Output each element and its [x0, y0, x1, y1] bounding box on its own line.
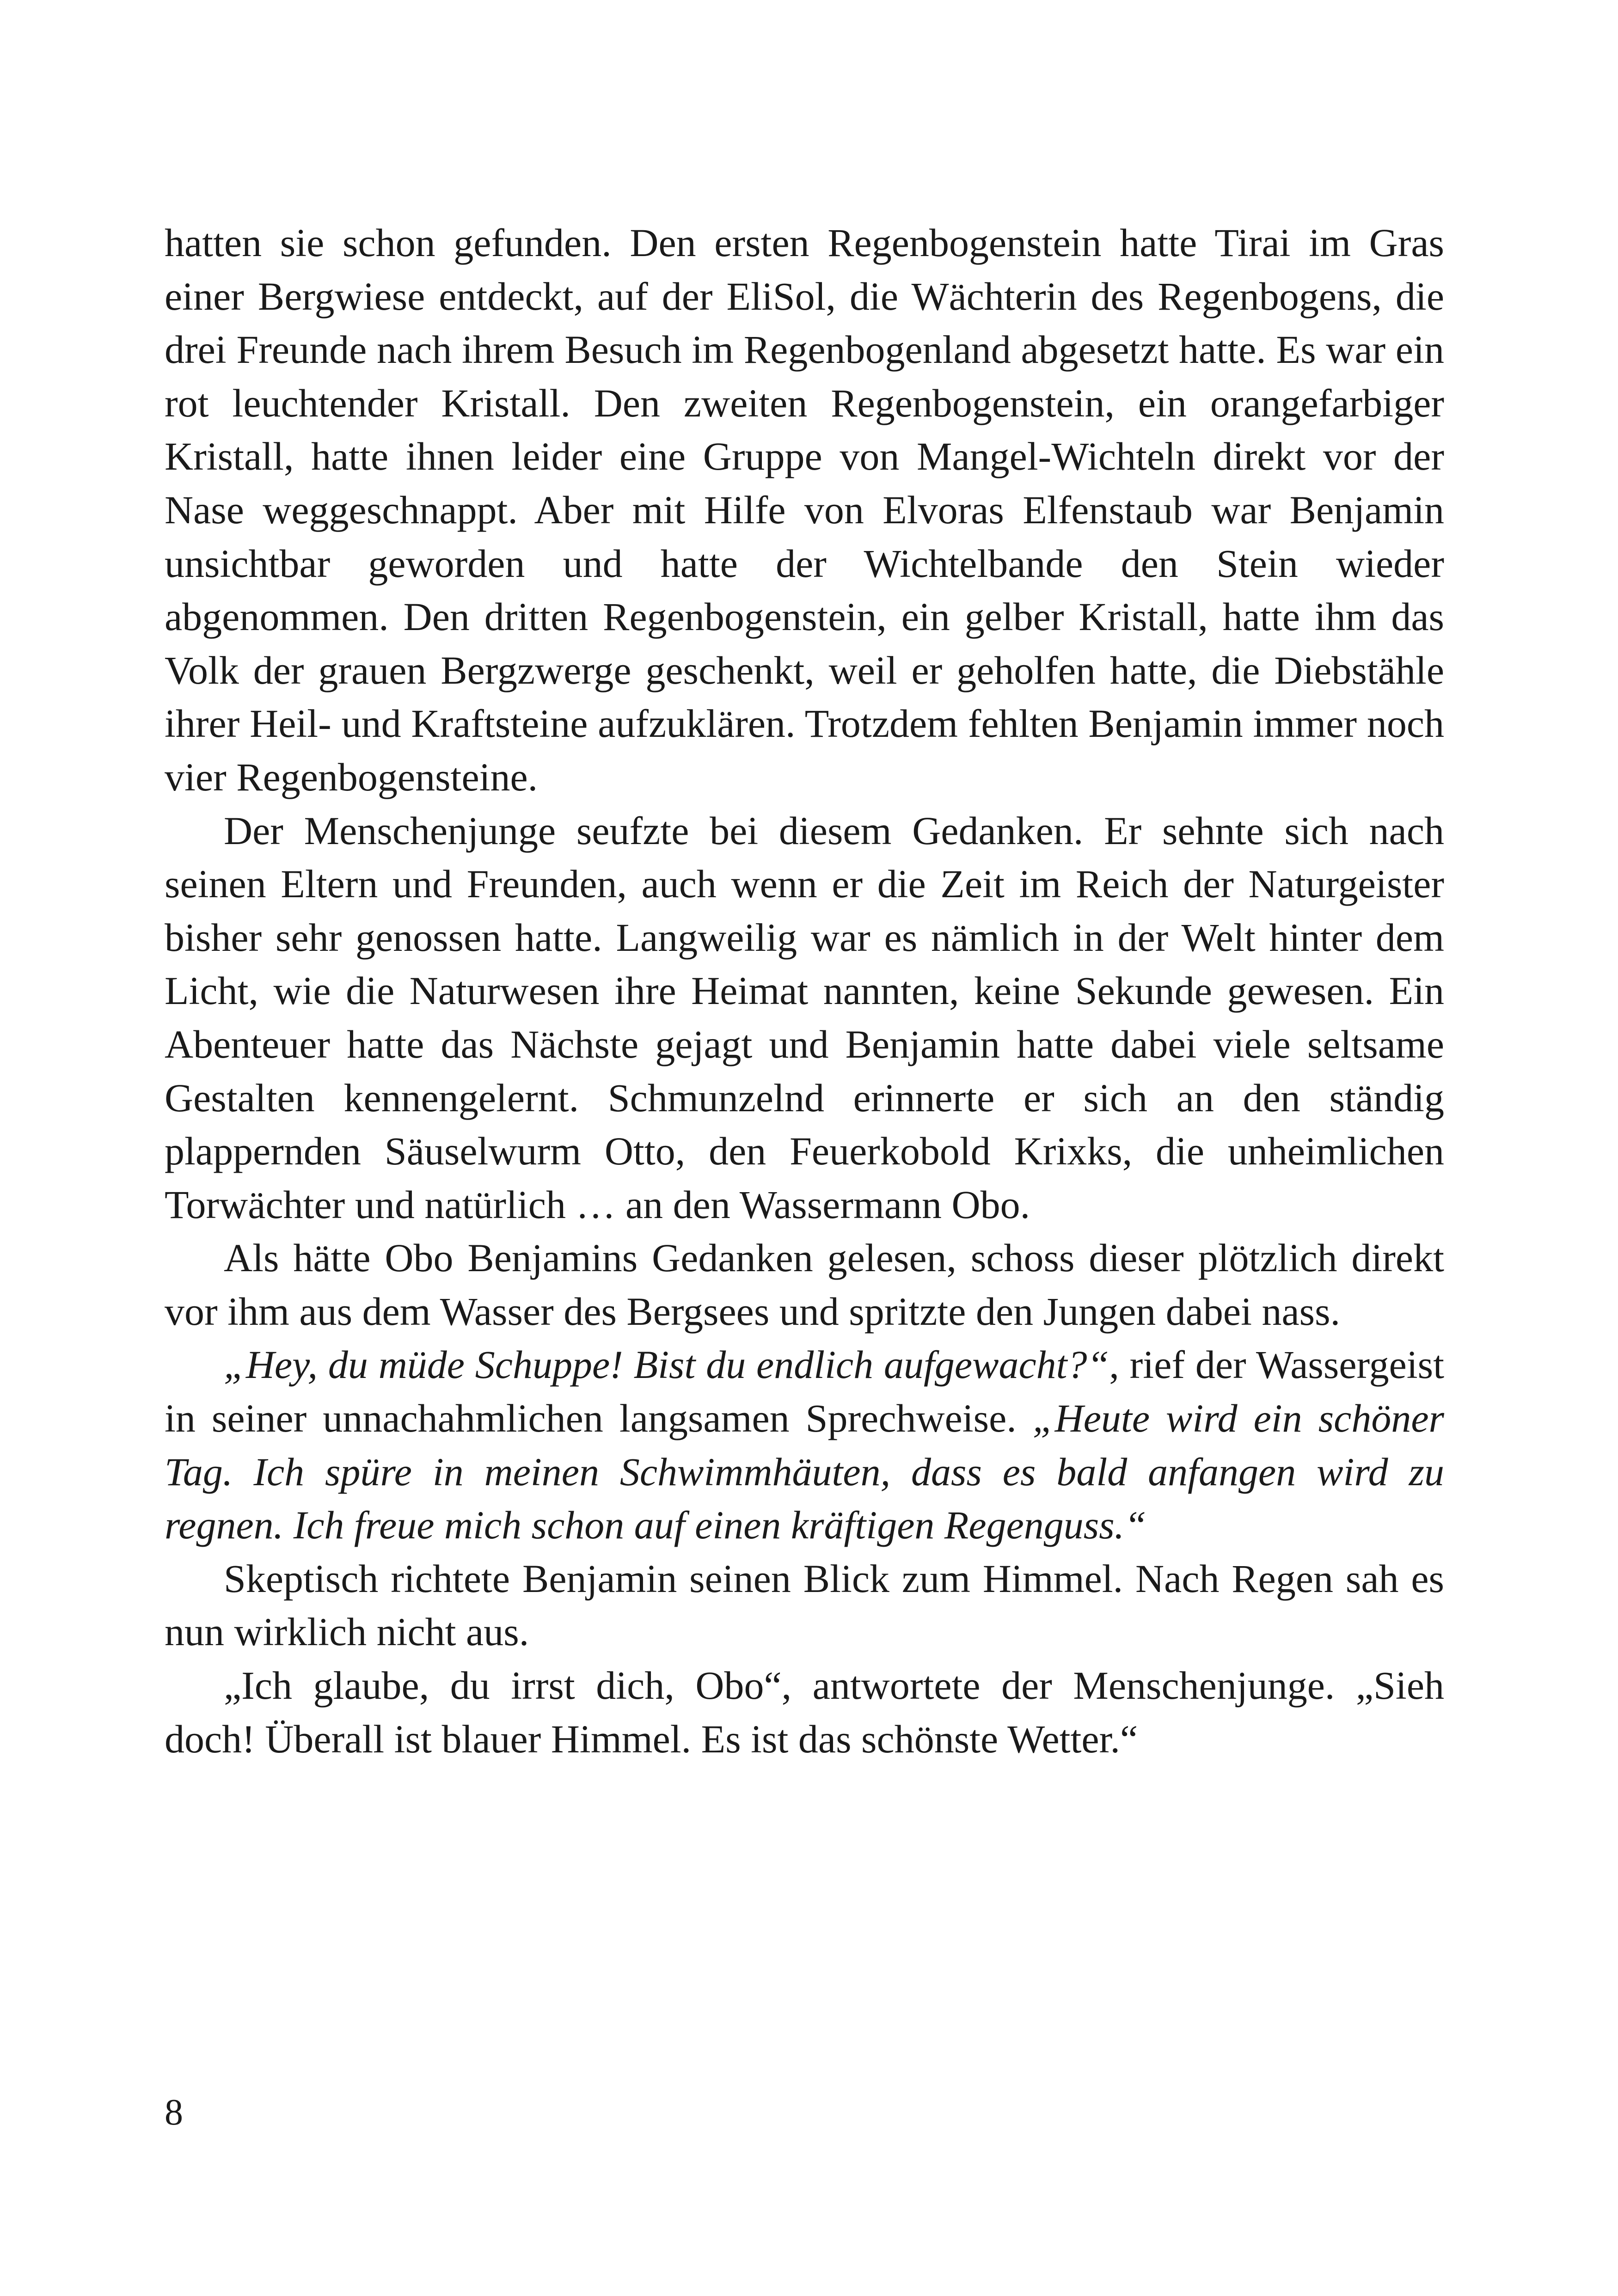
paragraph-1: hatten sie schon gefunden. Den ersten Regenbogenstein hatte Tirai im Gras einer Bergwiese entdeckt, auf der EliSol, die Wächterin des Regenbogens, die drei Freunde nach ihrem Besuch im Regenbogenland abgesetzt hatte. Es war ein rot leuchtender Kristall. Den zweiten Regenbogenstein, ein orangefarbiger Kristall, hatte ihnen leider eine Gruppe von Mangel-Wichteln direkt vor der Nase weggeschnappt. Aber mit Hilfe von Elvoras Elfenstaub war Benjamin unsichtbar geworden und hatte der Wichtelbande den Stein wieder abgenommen. Den dritten Regenbogenstein, ein gelber Kristall, hatte ihm das Volk der grauen Bergzwerge geschenkt, weil er geholfen hatte, die Diebstähle ihrer Heil- und Kraftsteine aufzuklären. Trotzdem fehlten Benjamin immer noch vier Regenbogensteine.	[165, 220, 1444, 799]
paragraph-6: „Ich glaube, du irrst dich, Obo“, antwortete der Menschenjunge. „Sieh doch! Überall ist blauer Himmel. Es ist das schönste Wetter.“	[165, 1663, 1444, 1761]
body-text	[165, 216, 1444, 1766]
paragraph-3: Als hätte Obo Benjamins Gedanken gelesen, schoss dieser plötzlich direkt vor ihm aus dem Wasser des Bergsees und spritzte den Jungen dabei nass.	[165, 1236, 1444, 1334]
paragraph-5: Skeptisch richtete Benjamin seinen Blick zum Himmel. Nach Regen sah es nun wirklich nicht aus.	[165, 1556, 1444, 1654]
paragraph-4	[165, 1338, 1444, 1552]
paragraph-2: Der Menschenjunge seufzte bei diesem Gedanken. Er sehnte sich nach seinen Eltern und Freunden, auch wenn er die Zeit im Reich der Naturgeister bisher sehr genossen hatte. Langweilig war es nämlich in der Welt hinter dem Licht, wie die Naturwesen ihre Heimat nannten, keine Sekunde gewesen. Ein Abenteuer hatte das Nächste gejagt und Benjamin hatte dabei viele seltsame Gestalten kennengelernt. Schmunzelnd erinnerte er sich an den ständig plappernden Säuselwurm Otto, den Feuerkobold Krixks, die unheimlichen Torwächter und natürlich … an den Wassermann Obo.	[165, 808, 1444, 1227]
page-number: 8	[165, 2092, 183, 2133]
dialogue-italic-1: „Hey, du müde Schuppe! Bist du endlich aufgewacht?“	[224, 1342, 1109, 1387]
dialogue-italic-2: „Heute wird ein schöner Tag. Ich spüre in meinen Schwimmhäuten, dass es bald anfangen wird zu regnen. Ich freue mich schon auf einen kräftigen Regenguss.“	[165, 1396, 1444, 1548]
dialogue-narration: , rief der Wassergeist in seiner unnachahmlichen langsamen Sprechweise.	[165, 1342, 1445, 1441]
